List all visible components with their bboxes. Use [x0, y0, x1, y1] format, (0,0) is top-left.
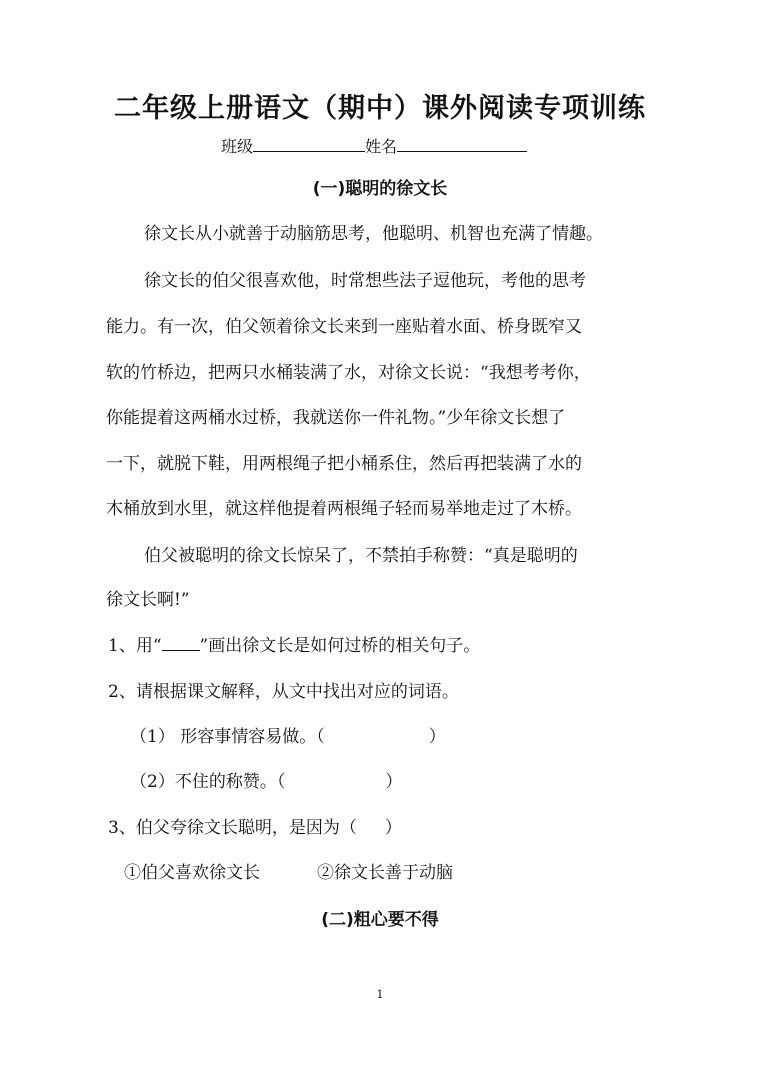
passage-line: 一下，就脱下鞋，用两根绳子把小桶系住，然后再把装满了水的: [106, 454, 582, 474]
passage-line: 木桶放到水里，就这样他提着两根绳子轻而易举地走过了木桥。: [106, 499, 582, 519]
question-3: 3、伯父夸徐文长聪明，是因为（ ）: [108, 818, 402, 838]
underline-sample: [162, 636, 200, 651]
question-3-option-1: ①伯父喜欢徐文长: [124, 863, 260, 883]
section2-heading: (二)粗心要不得: [321, 910, 439, 930]
passage-line: 能力。有一次，伯父领着徐文长来到一座贴着水面、桥身既窄又: [106, 317, 582, 337]
student-info-line: [221, 134, 527, 157]
passage-line: 你能提着这两桶水过桥，我就送你一件礼物。”少年徐文长想了: [106, 408, 566, 428]
passage-line: 软的竹桥边，把两只水桶装满了水，对徐文长说：“我想考考你，: [106, 363, 591, 383]
passage-line: 徐文长的伯父很喜欢他，时常想些法子逗他玩，考他的思考: [144, 271, 586, 291]
passage-line: 伯父被聪明的徐文长惊呆了，不禁拍手称赞：“真是聪明的: [144, 546, 578, 566]
passage-line: 徐文长从小就善于动脑筋思考，他聪明、机智也充满了情趣。: [144, 224, 603, 244]
question-3-option-2: ②徐文长善于动脑: [317, 863, 453, 883]
question-2-1: （1） 形容事情容易做。（ ）: [130, 727, 446, 747]
class-label: 班级: [221, 137, 254, 156]
page-number: 1: [376, 988, 384, 1001]
question-2: 2、请根据课文解释，从文中找出对应的词语。: [108, 682, 459, 702]
section1-heading: (一)聪明的徐文长: [312, 179, 448, 199]
name-label: 姓名: [365, 137, 398, 156]
class-blank[interactable]: [253, 135, 365, 152]
question-2-2: （2）不住的称赞。（ ）: [130, 772, 403, 792]
passage-line: 徐文长啊!”: [106, 590, 190, 610]
question-1: 1、用“ ”画出徐文长是如何过桥的相关句子。: [108, 636, 481, 656]
document-title: 二年级上册语文（期中）课外阅读专项训练: [114, 93, 646, 124]
name-blank[interactable]: [397, 135, 527, 152]
